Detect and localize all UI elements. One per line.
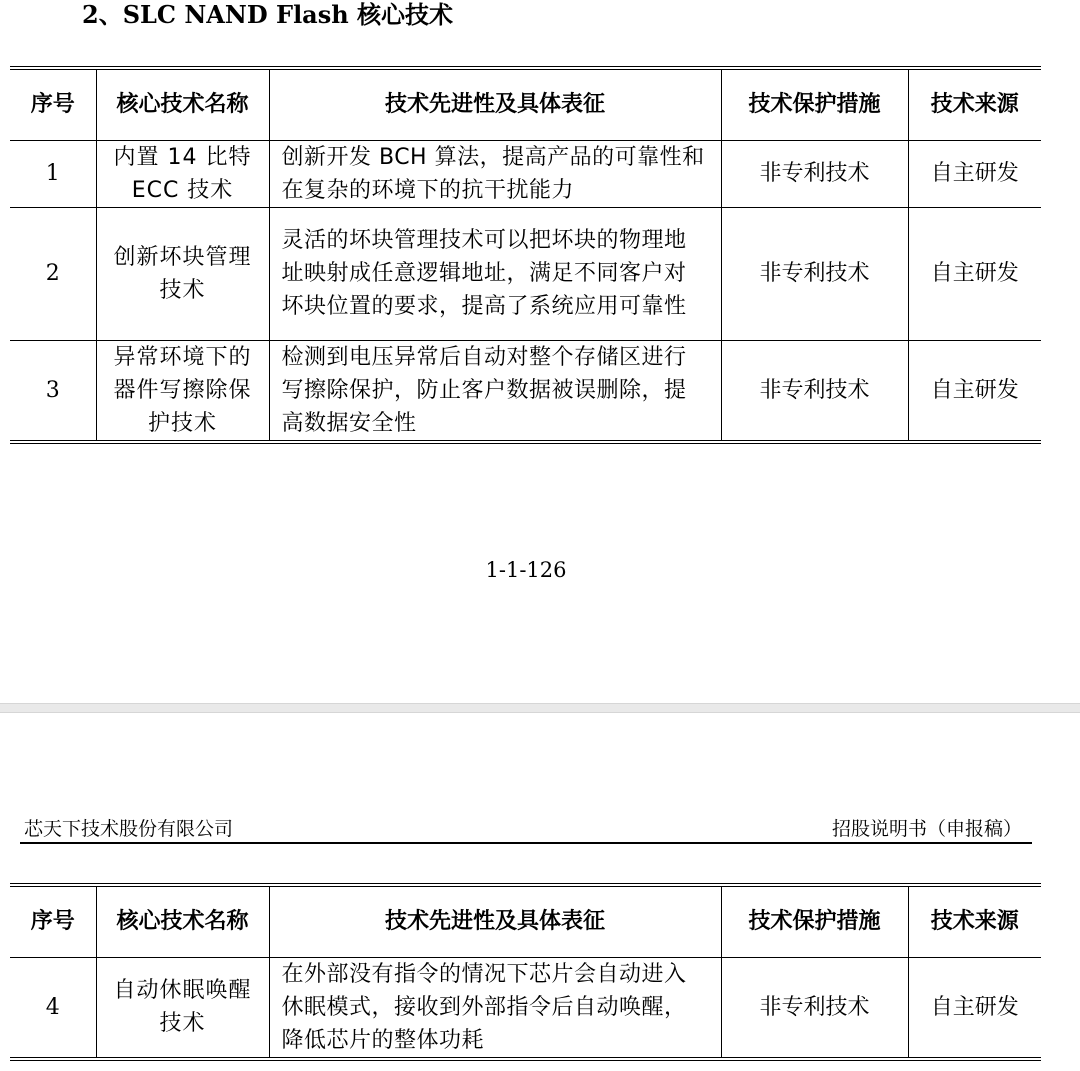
header-name: 核心技术名称: [96, 885, 269, 957]
row-no: 4: [10, 957, 96, 1059]
table-header-row: [10, 885, 1041, 957]
header-protection: 技术保护措施: [721, 885, 908, 957]
company-name: 芯天下技术股份有限公司: [24, 818, 234, 840]
page-separator: [0, 703, 1080, 713]
row-desc: 灵活的坏块管理技术可以把坏块的物理地址映射成任意逻辑地址，满足不同客户对坏块位置的要求，提高了系统应用可靠性: [269, 207, 721, 340]
row-source: 自主研发: [908, 207, 1041, 340]
table-row: [10, 140, 1041, 207]
row-source: 自主研发: [908, 140, 1041, 207]
table-header-row: [10, 68, 1041, 140]
row-protection: 非专利技术: [721, 140, 908, 207]
header-no: 序号: [10, 68, 96, 140]
table-row: [10, 957, 1041, 1059]
header-protection: 技术保护措施: [721, 68, 908, 140]
table-row: [10, 340, 1041, 442]
row-protection: 非专利技术: [721, 957, 908, 1059]
header-desc: 技术先进性及具体表征: [269, 68, 721, 140]
row-source: 自主研发: [908, 957, 1041, 1059]
header-source: 技术来源: [908, 68, 1041, 140]
page-number: 1-1-126: [485, 558, 567, 582]
row-no: 2: [10, 207, 96, 340]
running-header: [20, 812, 1032, 844]
row-protection: 非专利技术: [721, 340, 908, 442]
section-title: 2、SLC NAND Flash 核心技术: [82, 0, 454, 29]
row-desc: 在外部没有指令的情况下芯片会自动进入休眠模式，接收到外部指令后自动唤醒，降低芯片的整体功耗: [269, 957, 721, 1059]
row-no: 3: [10, 340, 96, 442]
header-name: 核心技术名称: [96, 68, 269, 140]
document-name: 招股说明书（申报稿）: [831, 818, 1022, 840]
header-source: 技术来源: [908, 885, 1041, 957]
row-protection: 非专利技术: [721, 207, 908, 340]
row-name: 创新坏块管理技术: [96, 207, 269, 340]
row-name: 内置 14 比特 ECC 技术: [96, 140, 269, 207]
row-no: 1: [10, 140, 96, 207]
row-name: 异常环境下的器件写擦除保护技术: [96, 340, 269, 442]
core-tech-table: [10, 66, 1041, 444]
header-no: 序号: [10, 885, 96, 957]
row-source: 自主研发: [908, 340, 1041, 442]
row-desc: 检测到电压异常后自动对整个存储区进行写擦除保护，防止客户数据被误删除，提高数据安全性: [269, 340, 721, 442]
row-desc: 创新开发 BCH 算法，提高产品的可靠性和在复杂的环境下的抗干扰能力: [269, 140, 721, 207]
core-tech-table-continued: [10, 883, 1041, 1061]
table-row: [10, 207, 1041, 340]
row-name: 自动休眠唤醒技术: [96, 957, 269, 1059]
header-desc: 技术先进性及具体表征: [269, 885, 721, 957]
